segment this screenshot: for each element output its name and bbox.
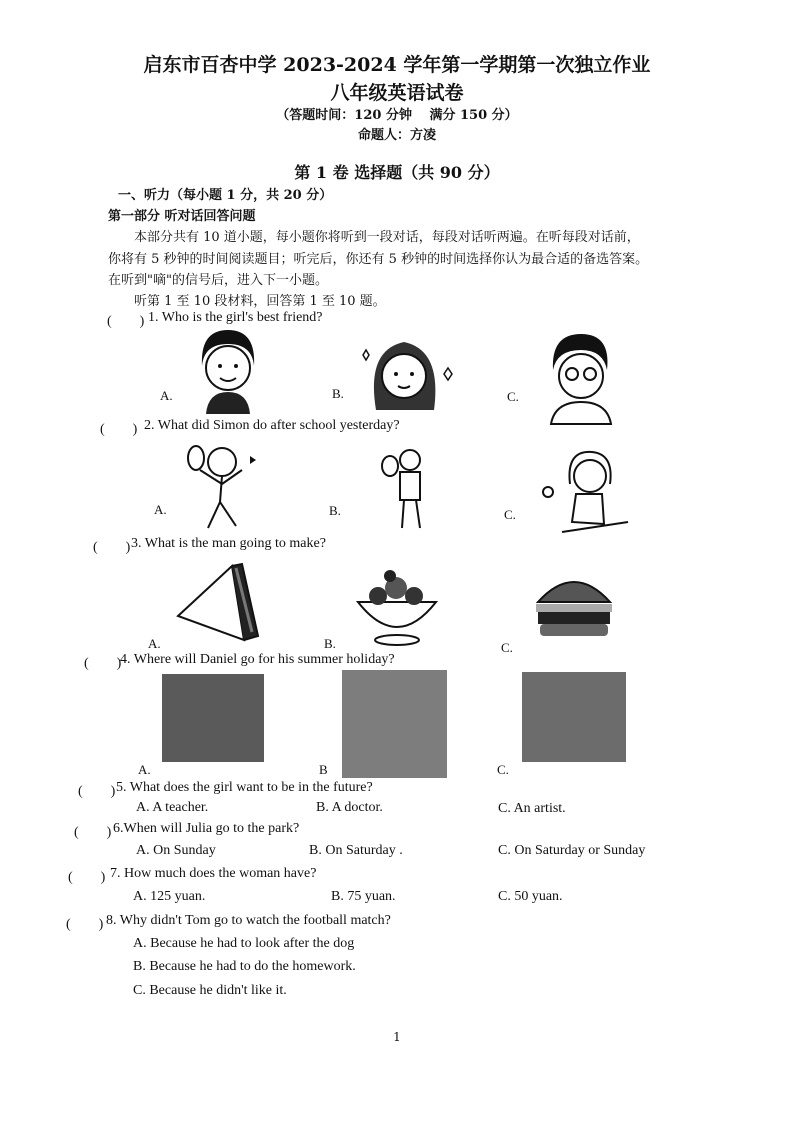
question-text: 1. Who is the girl's best friend?	[148, 310, 323, 325]
boy-glasses-image	[545, 330, 615, 426]
exam-author: 命题人：方凌	[357, 128, 436, 143]
question-text: 7. How much does the woman have?	[110, 866, 317, 881]
instruction-line: 在听到"嘀"的信号后，进入下一小题。	[108, 273, 328, 288]
option-b: B. Because he had to do the homework.	[133, 959, 356, 974]
question-text: 2. What did Simon do after school yesterday?	[144, 418, 400, 433]
option-label: C.	[504, 507, 516, 522]
option-b: B. 75 yuan.	[331, 889, 396, 904]
exam-info: （答题时间：120 分钟 满分 150 分）	[276, 108, 518, 123]
answer-paren[interactable]: ( )	[84, 656, 122, 671]
page-number: 1	[393, 1030, 401, 1044]
option-label: B.	[324, 636, 336, 651]
answer-paren[interactable]: ( )	[68, 870, 106, 885]
sandwich-image	[172, 560, 272, 650]
tennis-image	[380, 444, 440, 534]
option-label: A.	[148, 636, 161, 651]
option-b: B. On Saturday .	[309, 843, 403, 858]
option-label: A.	[154, 502, 167, 517]
girl-long-hair-image	[356, 330, 466, 420]
option-label: C.	[507, 389, 519, 404]
instruction-line: 你将有 5 秒钟的时间阅读题目；听完后，你还有 5 秒钟的时间选择你认为最合适的备选答案。	[108, 252, 649, 267]
travel-photo	[522, 672, 626, 762]
answer-paren[interactable]: ( )	[93, 540, 131, 555]
instruction-line: 本部分共有 10 道小题，每小题你将听到一段对话，每段对话听两遍。在听每段对话前，	[134, 230, 640, 245]
exam-title: 启东市百杏中学 2023-2024 学年第一学期第一次独立作业	[143, 54, 651, 76]
hamburger-image	[532, 572, 616, 642]
question-text: 5. What does the girl want to be in the future?	[116, 780, 373, 795]
travel-photo	[162, 674, 264, 762]
ping-pong-image	[532, 444, 632, 544]
option-label: B	[319, 762, 328, 777]
question-text: 4. Where will Daniel go for his summer holiday?	[120, 652, 395, 667]
badminton-image	[180, 440, 270, 535]
option-a: A. 125 yuan.	[133, 889, 206, 904]
instruction-line: 听第 1 至 10 段材料，回答第 1 至 10 题。	[134, 294, 386, 309]
option-label: A.	[138, 762, 151, 777]
option-label: B.	[332, 386, 344, 401]
part-listening-heading: 一、听力（每小题 1 分，共 20 分）	[118, 188, 333, 203]
option-a: A. Because he had to look after the dog	[133, 936, 355, 951]
question-text: 6.When will Julia go to the park?	[113, 821, 300, 836]
answer-paren[interactable]: ( )	[100, 422, 138, 437]
answer-paren[interactable]: ( )	[107, 314, 145, 329]
option-b: B. A doctor.	[316, 800, 383, 815]
travel-photo	[342, 670, 447, 778]
girl-short-hair-image	[196, 326, 260, 416]
option-a: A. A teacher.	[136, 800, 209, 815]
answer-paren[interactable]: ( )	[66, 917, 104, 932]
option-label: A.	[160, 388, 173, 403]
question-text: 8. Why didn't Tom go to watch the football match?	[106, 913, 391, 928]
answer-paren[interactable]: ( )	[78, 784, 116, 799]
option-c: C. An artist.	[498, 801, 566, 816]
option-a: A. On Sunday	[136, 843, 216, 858]
option-label: B.	[329, 503, 341, 518]
option-c: C. On Saturday or Sunday	[498, 843, 646, 858]
section-title: 第 1 卷 选择题（共 90 分）	[294, 163, 500, 182]
option-label: C.	[501, 640, 513, 655]
option-c: C. Because he didn't like it.	[133, 983, 287, 998]
salad-image	[352, 566, 442, 648]
option-c: C. 50 yuan.	[498, 889, 563, 904]
option-label: C.	[497, 762, 509, 777]
part1-heading: 第一部分 听对话回答问题	[108, 209, 256, 224]
exam-subtitle: 八年级英语试卷	[330, 82, 464, 104]
question-text: 3. What is the man going to make?	[131, 536, 326, 551]
answer-paren[interactable]: ( )	[74, 825, 112, 840]
